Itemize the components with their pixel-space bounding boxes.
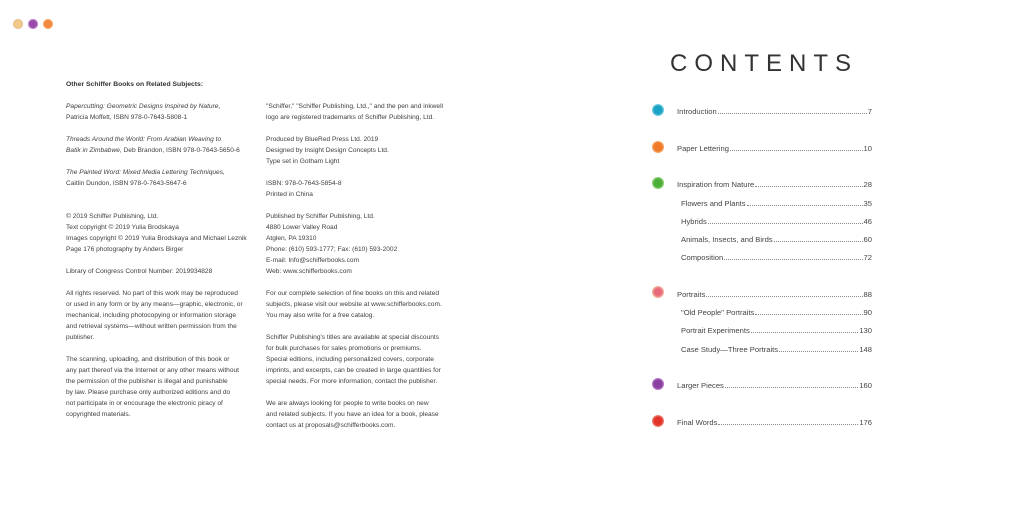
toc-entry-page: 130 [859,326,872,335]
toc-entry-page: 90 [863,308,872,317]
toc-leader [755,186,862,187]
toc-entry[interactable] [677,141,872,153]
publisher-line: Web: www.schifferbooks.com [266,268,352,275]
book-3-title: The Painted Word: Mixed Media Lettering Techniques, [66,169,225,176]
toc-leader [755,314,862,315]
toc-bullet-portraits [652,286,664,298]
authors-line: and related subjects. If you have an idea for a book, please [266,411,439,418]
toc-leader [724,259,862,260]
toc-entry-label: Introduction [677,107,717,116]
toc-leader [747,205,863,206]
toc-leader [779,351,858,352]
loc-number: Library of Congress Control Number: 2019934828 [66,268,213,275]
toc-entry-page: 148 [859,345,872,354]
toc-entry[interactable] [677,177,872,189]
toc-subentry[interactable] [681,214,872,226]
book-2-title: Threads Around the World: From Arabian Weaving to [66,136,222,143]
copyright-line: Page 176 photography by Anders Birger [66,246,184,253]
toc-entry-page: 35 [863,199,872,208]
toc-entry-page: 10 [863,144,872,153]
rights-line: All rights reserved. No part of this work may be reproduced [66,290,238,297]
toc-entry-label: Portraits [677,290,706,299]
book-3-author: Caitlin Dundon, ISBN 978-0-7643-5647-6 [66,180,187,187]
toc-bullet-inspiration [652,177,664,189]
toc-leader [718,424,858,425]
toc-bullet-paper-lettering [652,141,664,153]
copyright-line: Images copyright © 2019 Yulia Brodskaya and Michael Leznik [66,235,247,242]
special-line: special needs. For more information, contact the publisher. [266,378,438,385]
scanning-line: any part thereof via the Internet or any other means without [66,367,240,374]
special-line: Special editions, including personalized covers, corporate [266,356,434,363]
production-line: Designed by Insight Design Concepts Ltd. [266,147,389,154]
scanning-line: The scanning, uploading, and distribution of this book or [66,356,230,363]
toc-entry-page: 176 [859,418,872,427]
header-dot-purple [28,19,38,29]
toc-leader [725,387,858,388]
toc-leader [706,296,862,297]
rights-line: mechanical, including photocopying or information storage [66,312,237,319]
contents-title: CONTENTS [670,50,858,77]
toc-leader [774,241,863,242]
production-line: Produced by BlueRed Press Ltd. 2019 [266,136,379,143]
toc-entry-label: Larger Pieces [677,381,724,390]
rights-line: publisher. [66,334,95,341]
toc-entry-page: 28 [863,180,872,189]
toc-subentry[interactable] [681,323,872,335]
toc-bullet-larger-pieces [652,378,664,390]
isbn-line: ISBN: 978-0-7643-5854-8 [266,180,342,187]
special-line: imprints, and excerpts, can be created in large quantities for [266,367,441,374]
book-1-title: Papercutting: Geometric Designs Inspired by Nature, [66,103,221,110]
related-books-heading: Other Schiffer Books on Related Subjects: [66,81,204,88]
publisher-line: Phone: (610) 593-1777; Fax: (610) 593-2002 [266,246,398,253]
catalog-line: For our complete selection of fine books on this and related [266,290,440,297]
toc-entry-page: 7 [867,107,872,116]
toc-entry-label: Flowers and Plants [681,199,746,208]
middle-column [266,101,443,431]
authors-line: We are always looking for people to write books on new [266,400,429,407]
book-1-author: Patricia Moffett, ISBN 978-0-7643-5808-1 [66,114,188,121]
rights-line: and retrieval systems—without written permission from the [66,323,237,330]
scanning-line: not participate in or encourage the electronic piracy of [66,400,223,407]
catalog-line: You may also write for a free catalog. [266,312,375,319]
toc-entry[interactable] [677,104,872,116]
toc-entry[interactable] [677,415,872,427]
toc-entry-label: Hybrids [681,217,707,226]
isbn-line: Printed in China [266,191,313,198]
header-dot-orange [43,19,53,29]
toc-entry-label: Composition [681,253,724,262]
catalog-line: subjects, please visit our website at www.schifferbooks.com. [266,301,442,308]
toc-entry-label: Final Words [677,418,718,427]
toc-entry[interactable] [677,378,872,390]
toc-subentry[interactable] [681,196,872,208]
publisher-line: 4880 Lower Valley Road [266,224,338,231]
toc-subentry[interactable] [681,305,872,317]
production-line: Type set in Gotham Light [266,158,340,165]
copyright-line: Text copyright © 2019 Yulia Brodskaya [66,224,179,231]
toc-entry-label: "Old People" Portraits [681,308,755,317]
publisher-line: E-mail: Info@schifferbooks.com [266,257,360,264]
rights-line: or used in any form or by any means—graphic, electronic, or [66,301,243,308]
toc-entry-label: Animals, Insects, and Birds [681,235,773,244]
trademark-line: "Schiffer," "Schiffer Publishing, Ltd.," and the pen and inkwell [266,103,444,110]
toc-entry[interactable] [677,287,872,299]
scanning-line: by law. Please purchase only authorized editions and do [66,389,231,396]
toc-leader [730,150,863,151]
toc-bullet-final-words [652,415,664,427]
scanning-line: copyrighted materials. [66,411,131,418]
publisher-line: Atglen, PA 19310 [266,235,317,242]
copyright-line: © 2019 Schiffer Publishing, Ltd. [66,213,159,220]
special-line: for bulk purchases for sales promotions or premiums. [266,345,422,352]
toc-subentry[interactable] [681,232,872,244]
publisher-line: Published by Schiffer Publishing, Ltd. [266,213,375,220]
authors-line: contact us at proposals@schifferbooks.com. [266,422,396,429]
toc-entry-label: Paper Lettering [677,144,729,153]
toc-entry-page: 88 [863,290,872,299]
toc-entry-page: 60 [863,235,872,244]
toc-bullet-introduction [652,104,664,116]
book-2-title-cont: Batik in Zimbabwe, [66,147,122,154]
toc-entry-label: Inspiration from Nature [677,180,755,189]
scanning-line: the permission of the publisher is illegal and punishable [66,378,228,385]
toc-subentry[interactable] [681,342,872,354]
header-dot-cream [13,19,23,29]
toc-entry-label: Portrait Experiments [681,326,750,335]
toc-subentry[interactable] [681,250,872,262]
book-2-author: Deb Brandon, ISBN 978-0-7643-5650-6 [121,147,240,154]
trademark-line: logo are registered trademarks of Schiffer Publishing, Ltd. [266,114,435,121]
toc-leader [718,113,867,114]
toc-entry-page: 160 [859,381,872,390]
toc-entry-label: Case Study—Three Portraits [681,345,779,354]
toc-entry-page: 46 [863,217,872,226]
toc-entry-page: 72 [863,253,872,262]
toc-leader [708,223,863,224]
left-column [66,79,247,420]
toc-leader [751,332,859,333]
special-line: Schiffer Publishing's titles are available at special discounts [266,334,440,341]
